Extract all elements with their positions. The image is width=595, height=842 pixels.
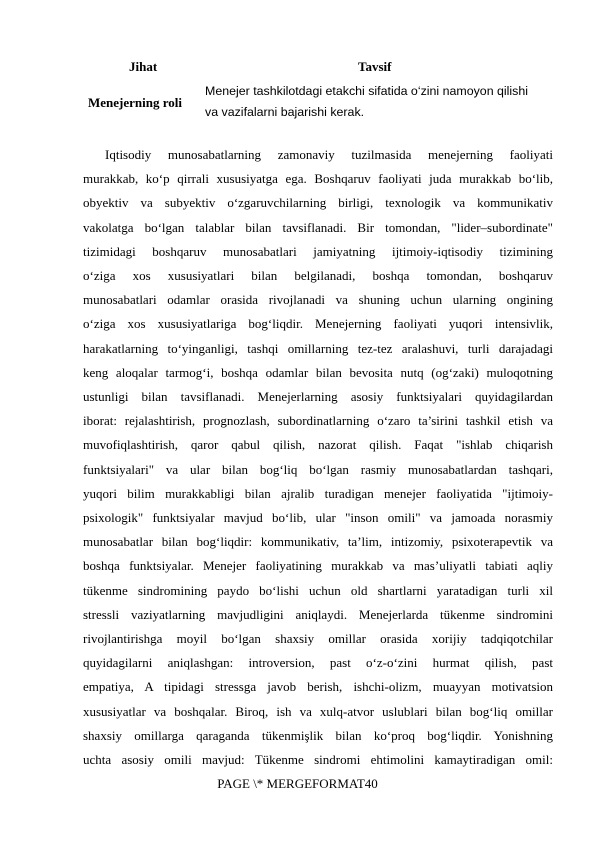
body-paragraph [83,143,553,772]
body-line: xususiyatlar va boshqalar. Biroq, ish va xulq-atvor uslublari bilan bog‘liq omillar [83,703,553,719]
body-line: murakkab, ko‘p qirrali xususiyatga ega. Boshqaruv faoliyati juda murakkab bo‘lib, [83,171,553,187]
body-line: ustunligi bilan tavsiflanadi. Menejerlarning asosiy funktsiyalari quyidagilardan [83,389,553,405]
body-line: shaxsiy omillarga qaraganda tükenmişlik bilan ko‘proq bog‘liqdir. Yonishning [83,727,553,743]
body-line: psixologik" funktsiyalar mavjud bo‘lib, ular "inson omili" va jamoada norasmiy [83,510,553,526]
body-line: muvofiqlashtirish, qaror qabul qilish, nazorat qilish. Faqat "ishlab chiqarish [83,437,553,453]
table-row-label: Menejerning roli [88,95,182,110]
body-line: quyidagilarni aniqlashgan: introversion, past o‘z-o‘zini hurmat qilish, past [83,655,553,671]
body-line: funktsiyalari" va ular bilan bog‘liq bo‘lgan rasmiy munosabatlardan tashqari, [83,461,553,477]
page-footer-field: PAGE \* MERGEFORMAT40 [217,776,378,791]
table-header-jihat: Jihat [129,59,158,74]
table-row-description-line2: va vazifalarni bajarishi kerak. [205,105,365,119]
body-line: harakatlarning to‘yinganligi, tashqi omillarning tez-tez aralashuvi, turli darajadagi [83,340,553,356]
body-line: munosabatlari odamlar orasida rivojlanadi va shuning uchun ularning ongining [83,292,553,308]
body-line: uchta asosiy omili mavjud: Tükenme sindromi ehtimolini kamaytiradigan omil: [83,752,553,768]
table-row-description [205,81,555,123]
body-line: o‘ziga xos xususiyatlariga bog‘liqdir. Menejerning faoliyati yuqori intensivlik, [83,316,553,332]
body-line: rivojlantirishga moyil bo‘lgan shaxsiy omillar orasida xorijiy tadqiqotchilar [83,631,553,647]
table-header-tavsif: Tavsif [358,59,392,74]
body-line: keng aloqalar tarmog‘i, boshqa odamlar bilan bevosita nutq (og‘zaki) muloqotning [83,364,553,380]
body-line: Iqtisodiy munosabatlarning zamonaviy tuzilmasida menejerning faoliyati [105,147,553,162]
body-line: o‘ziga xos xususiyatlari bilan belgilanadi, boshqa tomondan, boshqaruv [83,268,553,284]
body-line: tizimidagi boshqaruv munosabatlari jamiyatning ijtimoiy-iqtisodiy tizimining [83,243,553,259]
body-line: vakolatga bo‘lgan talablar bilan tavsiflanadi. Bir tomondan, "lider–subordinate" [83,219,553,235]
body-line: boshqa funktsiyalar. Menejer faoliyatining murakkab va mas’uliyatli tabiati aqliy [83,558,553,574]
table-row-description-line1: Menejer tashkilotdagi etakchi sifatida o‘zini namoyon qilishi [205,84,529,98]
body-line: obyektiv va subyektiv o‘zgaruvchilarning birligi, texnologik va kommunikativ [83,195,553,211]
body-line: tükenme sindromining paydo bo‘lishi uchun old shartlarni yaratadigan turli xil [83,582,553,598]
body-line: yuqori bilim murakkabligi bilan ajralib turadigan menejer faoliyatida "ijtimoiy- [83,485,553,501]
body-line: munosabatlar bilan bog‘liqdir: kommunikativ, ta’lim, intizomiy, psixoterapevtik va [83,534,553,550]
body-line: stressli vaziyatlarning mavjudligini aniqlaydi. Menejerlarda tükenme sindromini [83,606,553,622]
body-line: iborat: rejalashtirish, prognozlash, subordinatlarning o‘zaro ta’sirini tashkil etish va [83,413,553,429]
body-line: empatiya, A tipidagi stressga javob berish, ishchi-olizm, muayyan motivatsion [83,679,553,695]
